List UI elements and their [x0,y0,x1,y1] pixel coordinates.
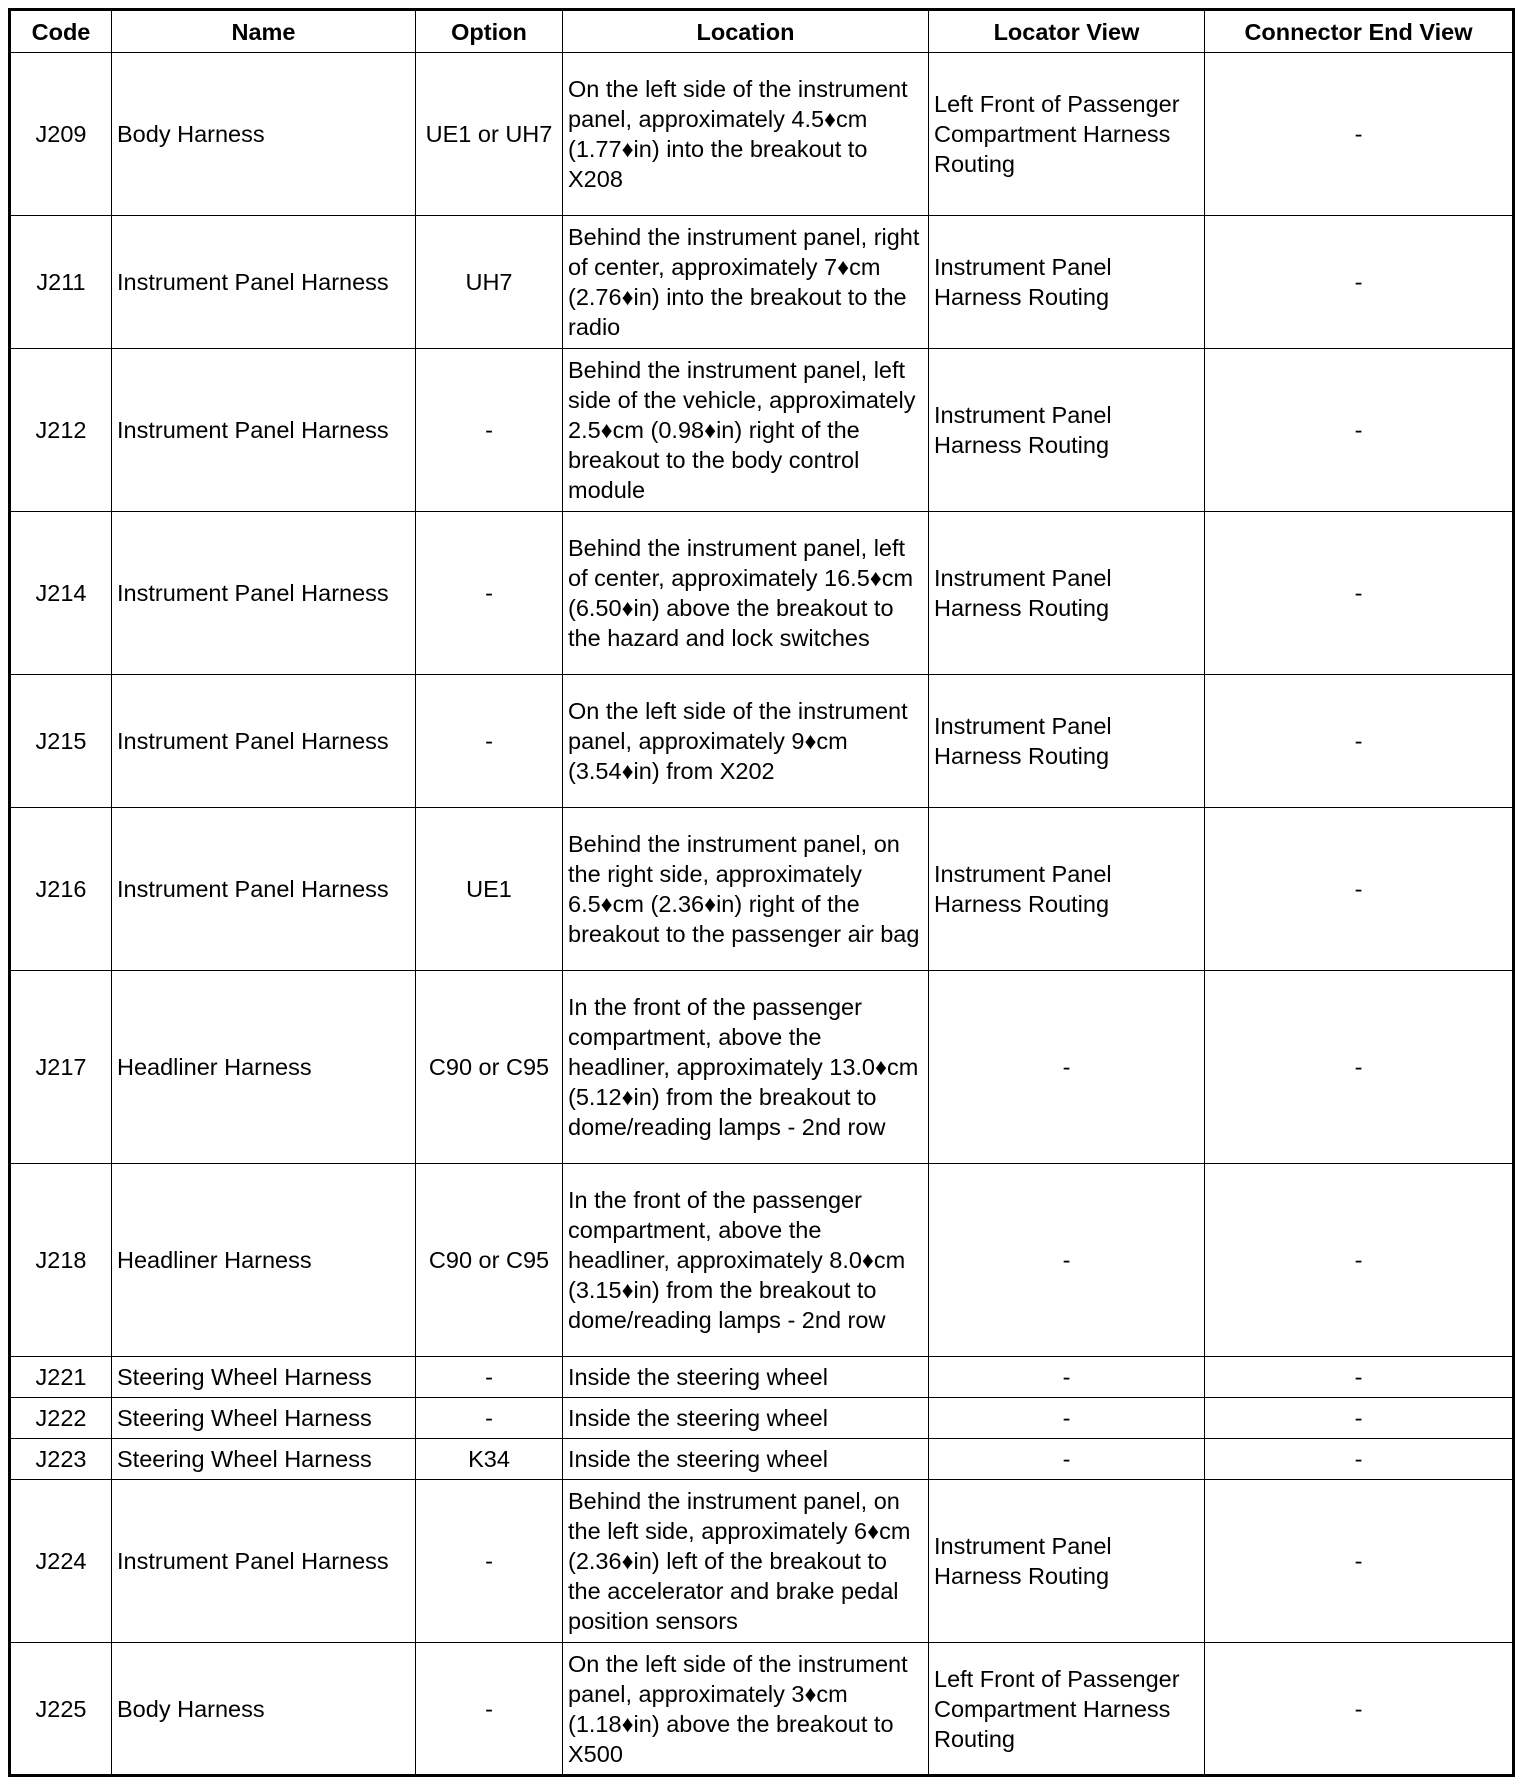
cell-locator-view: Instrument Panel Harness Routing [929,1480,1205,1643]
table-row [10,971,1514,1164]
table-row [10,808,1514,971]
cell-name: Headliner Harness [112,971,416,1164]
cell-locator-view: Instrument Panel Harness Routing [929,808,1205,971]
cell-location: Inside the steering wheel [563,1439,929,1480]
cell-name: Headliner Harness [112,1164,416,1357]
cell-option: C90 or C95 [416,971,563,1164]
cell-connector-end-view: - [1205,1480,1514,1643]
cell-code: J216 [10,808,112,971]
cell-location: Inside the steering wheel [563,1398,929,1439]
cell-connector-end-view: - [1205,216,1514,349]
table-row [10,675,1514,808]
cell-locator-view: Instrument Panel Harness Routing [929,216,1205,349]
cell-location: Behind the instrument panel, on the right side, approximately 6.5♦cm (2.36♦in) right of the breakout to the passenger air bag [563,808,929,971]
cell-code: J211 [10,216,112,349]
table-row [10,216,1514,349]
cell-location: Inside the steering wheel [563,1357,929,1398]
cell-connector-end-view: - [1205,349,1514,512]
cell-code: J212 [10,349,112,512]
cell-locator-view: Left Front of Passenger Compartment Harness Routing [929,1643,1205,1776]
cell-option: UE1 or UH7 [416,53,563,216]
cell-locator-view: Instrument Panel Harness Routing [929,675,1205,808]
table-row [10,1480,1514,1643]
table-header-row [10,10,1514,53]
cell-locator-view: - [929,1164,1205,1357]
cell-locator-view: Instrument Panel Harness Routing [929,349,1205,512]
table-row [10,1398,1514,1439]
cell-option: - [416,1357,563,1398]
cell-code: J221 [10,1357,112,1398]
cell-code: J217 [10,971,112,1164]
cell-code: J224 [10,1480,112,1643]
cell-location: Behind the instrument panel, left of center, approximately 16.5♦cm (6.50♦in) above the breakout to the hazard and lock switches [563,512,929,675]
cell-name: Body Harness [112,53,416,216]
cell-location: Behind the instrument panel, right of center, approximately 7♦cm (2.76♦in) into the breakout to the radio [563,216,929,349]
cell-locator-view: - [929,1398,1205,1439]
cell-locator-view: Left Front of Passenger Compartment Harness Routing [929,53,1205,216]
table-row [10,1164,1514,1357]
cell-option: K34 [416,1439,563,1480]
table-row [10,1439,1514,1480]
cell-location: Behind the instrument panel, left side of the vehicle, approximately 2.5♦cm (0.98♦in) right of the breakout to the body control module [563,349,929,512]
cell-connector-end-view: - [1205,1643,1514,1776]
cell-name: Instrument Panel Harness [112,512,416,675]
cell-connector-end-view: - [1205,512,1514,675]
cell-location: Behind the instrument panel, on the left side, approximately 6♦cm (2.36♦in) left of the breakout to the accelerator and brake pedal position sensors [563,1480,929,1643]
cell-connector-end-view: - [1205,1398,1514,1439]
table-row [10,349,1514,512]
cell-locator-view: Instrument Panel Harness Routing [929,512,1205,675]
cell-name: Instrument Panel Harness [112,1480,416,1643]
cell-name: Steering Wheel Harness [112,1357,416,1398]
header-locator-view: Locator View [929,10,1205,53]
cell-connector-end-view: - [1205,53,1514,216]
cell-option: - [416,1398,563,1439]
header-connector-end-view: Connector End View [1205,10,1514,53]
cell-code: J218 [10,1164,112,1357]
cell-code: J223 [10,1439,112,1480]
cell-locator-view: - [929,971,1205,1164]
cell-connector-end-view: - [1205,808,1514,971]
table-row [10,1357,1514,1398]
table-row [10,1643,1514,1776]
inline-harness-connector-table [8,8,1515,1777]
cell-option: C90 or C95 [416,1164,563,1357]
cell-option: - [416,349,563,512]
cell-location: On the left side of the instrument panel, approximately 9♦cm (3.54♦in) from X202 [563,675,929,808]
cell-connector-end-view: - [1205,1439,1514,1480]
cell-code: J222 [10,1398,112,1439]
cell-option: - [416,512,563,675]
cell-option: - [416,1480,563,1643]
cell-name: Instrument Panel Harness [112,349,416,512]
cell-connector-end-view: - [1205,1357,1514,1398]
cell-name: Instrument Panel Harness [112,216,416,349]
cell-option: UE1 [416,808,563,971]
cell-option: - [416,675,563,808]
cell-location: In the front of the passenger compartment, above the headliner, approximately 13.0♦cm (5.12♦in) from the breakout to dome/reading lamps - 2nd row [563,971,929,1164]
header-location: Location [563,10,929,53]
cell-connector-end-view: - [1205,971,1514,1164]
cell-code: J225 [10,1643,112,1776]
table-row [10,53,1514,216]
header-option: Option [416,10,563,53]
cell-connector-end-view: - [1205,675,1514,808]
cell-code: J215 [10,675,112,808]
header-code: Code [10,10,112,53]
cell-name: Steering Wheel Harness [112,1398,416,1439]
cell-connector-end-view: - [1205,1164,1514,1357]
cell-name: Instrument Panel Harness [112,808,416,971]
cell-code: J214 [10,512,112,675]
cell-name: Body Harness [112,1643,416,1776]
cell-name: Instrument Panel Harness [112,675,416,808]
cell-location: In the front of the passenger compartment, above the headliner, approximately 8.0♦cm (3.15♦in) from the breakout to dome/reading lamps - 2nd row [563,1164,929,1357]
table-row [10,512,1514,675]
cell-name: Steering Wheel Harness [112,1439,416,1480]
cell-location: On the left side of the instrument panel, approximately 3♦cm (1.18♦in) above the breakout to X500 [563,1643,929,1776]
cell-option: - [416,1643,563,1776]
cell-locator-view: - [929,1357,1205,1398]
cell-locator-view: - [929,1439,1205,1480]
cell-location: On the left side of the instrument panel, approximately 4.5♦cm (1.77♦in) into the breakout to X208 [563,53,929,216]
cell-option: UH7 [416,216,563,349]
cell-code: J209 [10,53,112,216]
header-name: Name [112,10,416,53]
